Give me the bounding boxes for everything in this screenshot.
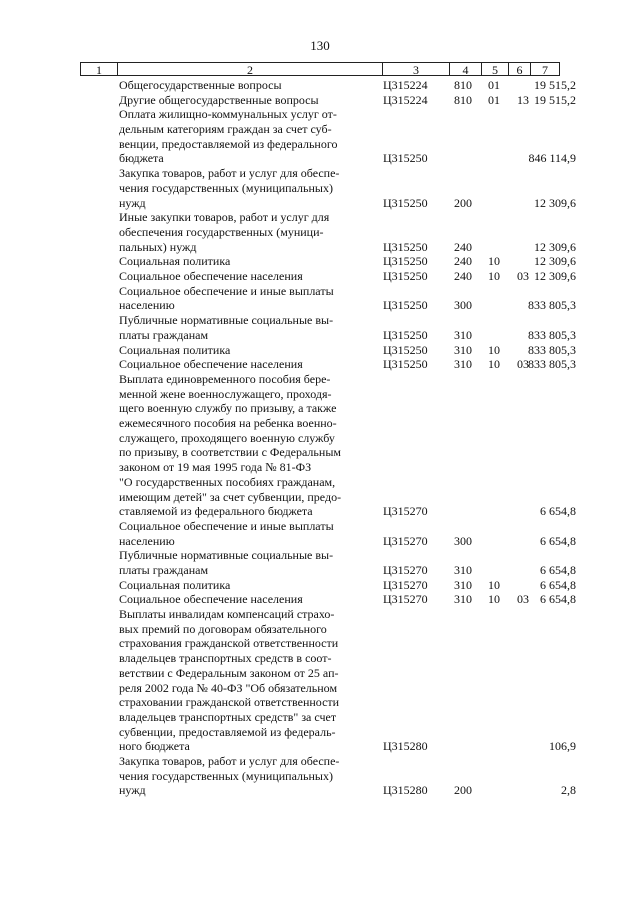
row-name-line: венции, предоставляемой из федерального bbox=[119, 136, 338, 151]
row-amount: 846 114,9 bbox=[528, 151, 576, 166]
row-name-line: владельцев транспортных средств в соот- bbox=[119, 651, 332, 666]
row-name-line: "О государственных пособиях гражданам, bbox=[119, 474, 336, 489]
row-name-line: чения государственных (муниципальных) bbox=[119, 180, 333, 195]
row-name bbox=[119, 372, 364, 519]
row-name-line: пальных) нужд bbox=[119, 239, 197, 254]
row-expense-type: 300 bbox=[454, 533, 472, 548]
row-name-line: Закупка товаров, работ и услуг для обеспе- bbox=[119, 754, 340, 769]
row-name bbox=[119, 78, 364, 93]
row-name-line: субвенции, предоставляемой из федераль- bbox=[119, 724, 336, 739]
row-code: Ц315250 bbox=[383, 342, 428, 357]
page-number: 130 bbox=[310, 38, 330, 53]
row-amount: 12 309,6 bbox=[534, 239, 576, 254]
row-name-line: Социальная политика bbox=[119, 254, 231, 269]
row-amount: 19 515,2 bbox=[534, 78, 576, 92]
row-subsection: 03 bbox=[517, 592, 529, 607]
table-row bbox=[0, 372, 640, 519]
row-amount: 106,9 bbox=[549, 739, 576, 754]
header-col-2: 2 bbox=[118, 63, 383, 75]
row-section: 10 bbox=[488, 357, 500, 372]
row-expense-type: 810 bbox=[454, 78, 472, 92]
row-amount: 6 654,8 bbox=[540, 592, 576, 607]
table-row bbox=[0, 592, 640, 607]
row-name bbox=[119, 754, 364, 798]
table-row bbox=[0, 93, 640, 108]
row-expense-type: 310 bbox=[454, 357, 472, 372]
row-code: Ц315250 bbox=[383, 254, 428, 269]
row-name bbox=[119, 210, 364, 254]
row-amount: 833 805,3 bbox=[528, 327, 576, 342]
row-name-line: вых премий по договорам обязательного bbox=[119, 621, 327, 636]
row-name-line: населению bbox=[119, 533, 175, 548]
row-section: 10 bbox=[488, 342, 500, 357]
row-name-line: страховании гражданской ответственности bbox=[119, 695, 340, 710]
row-name-line: чения государственных (муниципальных) bbox=[119, 768, 333, 783]
table-row bbox=[0, 313, 640, 342]
row-code: Ц315280 bbox=[383, 739, 428, 754]
row-code: Ц315270 bbox=[383, 504, 428, 519]
row-code: Ц315250 bbox=[383, 269, 428, 284]
row-name-line: имеющим детей" за счет субвенции, предо- bbox=[119, 489, 342, 504]
table-row bbox=[0, 78, 640, 93]
row-amount: 833 805,3 bbox=[528, 298, 576, 313]
row-name bbox=[119, 519, 364, 548]
row-section: 10 bbox=[488, 577, 500, 592]
row-name-line: владельцев транспортных средств" за счет bbox=[119, 709, 337, 724]
row-name-line: Оплата жилищно-коммунальных услуг от- bbox=[119, 107, 337, 122]
row-name-line: платы гражданам bbox=[119, 562, 209, 577]
row-expense-type: 310 bbox=[454, 577, 472, 592]
row-code: Ц315250 bbox=[383, 195, 428, 210]
row-name-line: Социальное обеспечение и иные выплаты bbox=[119, 518, 334, 533]
row-name-line: Социальная политика bbox=[119, 577, 231, 592]
row-code: Ц315250 bbox=[383, 151, 428, 166]
row-name-line: Социальная политика bbox=[119, 342, 231, 357]
row-name bbox=[119, 607, 364, 754]
row-subsection: 03 bbox=[517, 269, 529, 284]
row-amount: 12 309,6 bbox=[534, 269, 576, 284]
row-amount: 12 309,6 bbox=[534, 195, 576, 210]
row-name-line: Социальное обеспечение населения bbox=[119, 592, 303, 607]
row-name bbox=[119, 578, 364, 593]
header-col-7: 7 bbox=[542, 63, 548, 77]
header-col-1: 1 bbox=[81, 63, 118, 75]
row-code: Ц315270 bbox=[383, 577, 428, 592]
table-row bbox=[0, 269, 640, 284]
row-code: Ц315270 bbox=[383, 533, 428, 548]
row-expense-type: 310 bbox=[454, 592, 472, 607]
row-code: Ц315250 bbox=[383, 239, 428, 254]
row-name-line: Социальное обеспечение населения bbox=[119, 357, 303, 372]
row-subsection: 13 bbox=[517, 92, 529, 107]
row-amount: 6 654,8 bbox=[540, 533, 576, 548]
row-amount: 833 805,3 bbox=[528, 342, 576, 357]
row-code: Ц315270 bbox=[383, 562, 428, 577]
row-name bbox=[119, 269, 364, 284]
row-amount: 833 805,3 bbox=[528, 357, 576, 372]
row-name-line: Публичные нормативные социальные вы- bbox=[119, 548, 334, 563]
row-amount: 2,8 bbox=[561, 783, 576, 798]
row-section: 10 bbox=[488, 269, 500, 284]
row-name-line: законом от 19 мая 1995 года № 81-ФЗ bbox=[119, 460, 312, 475]
row-code: Ц315224 bbox=[383, 92, 428, 107]
row-name-line: обеспечения государственных (муници- bbox=[119, 224, 324, 239]
table-row bbox=[0, 343, 640, 358]
row-name-line: платы гражданам bbox=[119, 327, 209, 342]
row-name-line: Выплата единовременного пособия бере- bbox=[119, 371, 331, 386]
row-name-line: страхования гражданской ответственности bbox=[119, 636, 339, 651]
table-row bbox=[0, 754, 640, 798]
table-row bbox=[0, 107, 640, 166]
row-name-line: дельным категориям граждан за счет суб- bbox=[119, 122, 332, 137]
row-expense-type: 310 bbox=[454, 342, 472, 357]
row-expense-type: 310 bbox=[454, 562, 472, 577]
table-row bbox=[0, 357, 640, 372]
row-name bbox=[119, 93, 364, 108]
row-code: Ц315224 bbox=[383, 78, 428, 92]
row-amount: 12 309,6 bbox=[534, 254, 576, 269]
table-row bbox=[0, 210, 640, 254]
row-name-line: ного бюджета bbox=[119, 739, 190, 754]
row-subsection: 03 bbox=[517, 357, 529, 372]
row-name-line: служащего, проходящего военную службу bbox=[119, 430, 335, 445]
row-amount: 6 654,8 bbox=[540, 504, 576, 519]
table-row bbox=[0, 284, 640, 313]
table-row bbox=[0, 548, 640, 577]
table-row bbox=[0, 254, 640, 269]
row-name-line: ветствии с Федеральным законом от 25 ап- bbox=[119, 665, 339, 680]
row-name-line: нужд bbox=[119, 783, 146, 798]
header-col-3: 3 bbox=[383, 63, 450, 75]
table-row bbox=[0, 607, 640, 754]
row-name-line: по призыву, в соответствии с Федеральным bbox=[119, 445, 341, 460]
row-name-line: Социальное обеспечение населения bbox=[119, 269, 303, 284]
row-name bbox=[119, 592, 364, 607]
row-code: Ц315270 bbox=[383, 592, 428, 607]
row-name-line: реля 2002 года № 40-ФЗ "Об обязательном bbox=[119, 680, 338, 695]
row-name bbox=[119, 284, 364, 313]
row-expense-type: 240 bbox=[454, 269, 472, 284]
row-code: Ц315250 bbox=[383, 298, 428, 313]
row-name-line: Общегосударственные вопросы bbox=[119, 78, 282, 92]
row-section: 10 bbox=[488, 592, 500, 607]
table-row bbox=[0, 578, 640, 593]
row-name-line: менной жене военнослужащего, проходя- bbox=[119, 386, 332, 401]
row-name-line: бюджета bbox=[119, 151, 164, 166]
table-body bbox=[0, 78, 640, 798]
row-name-line: Социальное обеспечение и иные выплаты bbox=[119, 283, 334, 298]
row-name-line: ставляемой из федерального бюджета bbox=[119, 504, 313, 519]
row-name bbox=[119, 166, 364, 210]
row-expense-type: 200 bbox=[454, 783, 472, 798]
row-expense-type: 240 bbox=[454, 239, 472, 254]
row-name-line: Выплаты инвалидам компенсаций страхо- bbox=[119, 607, 335, 622]
row-expense-type: 310 bbox=[454, 327, 472, 342]
row-name-line: Иные закупки товаров, работ и услуг для bbox=[119, 210, 330, 225]
row-name-line: щего военную службу по призыву, а также bbox=[119, 401, 337, 416]
header-col-4: 4 bbox=[450, 63, 482, 75]
row-name-line: ежемесячного пособия на ребенка военно- bbox=[119, 416, 337, 430]
row-amount: 6 654,8 bbox=[540, 577, 576, 592]
table-row bbox=[0, 519, 640, 548]
row-amount: 19 515,2 bbox=[534, 92, 576, 107]
row-section: 01 bbox=[488, 78, 500, 92]
row-expense-type: 300 bbox=[454, 298, 472, 313]
row-name bbox=[119, 357, 364, 372]
row-name-line: Публичные нормативные социальные вы- bbox=[119, 313, 334, 328]
row-section: 10 bbox=[488, 254, 500, 269]
row-name-line: Другие общегосударственные вопросы bbox=[119, 92, 319, 107]
row-expense-type: 810 bbox=[454, 92, 472, 107]
row-code: Ц315280 bbox=[383, 783, 428, 798]
row-name-line: населению bbox=[119, 298, 175, 313]
row-amount: 6 654,8 bbox=[540, 562, 576, 577]
header-col-5: 5 bbox=[482, 63, 509, 75]
row-name-line: нужд bbox=[119, 195, 146, 210]
row-code: Ц315250 bbox=[383, 357, 428, 372]
row-name-line: Закупка товаров, работ и услуг для обеспе- bbox=[119, 166, 340, 181]
row-expense-type: 200 bbox=[454, 195, 472, 210]
row-name bbox=[119, 107, 364, 166]
table-row bbox=[0, 166, 640, 210]
row-name bbox=[119, 548, 364, 577]
row-name bbox=[119, 313, 364, 342]
header-col-6: 6 bbox=[509, 63, 531, 75]
row-code: Ц315250 bbox=[383, 327, 428, 342]
table-header-row bbox=[80, 62, 560, 76]
row-name bbox=[119, 343, 364, 358]
row-expense-type: 240 bbox=[454, 254, 472, 269]
row-name bbox=[119, 254, 364, 269]
row-section: 01 bbox=[488, 92, 500, 107]
